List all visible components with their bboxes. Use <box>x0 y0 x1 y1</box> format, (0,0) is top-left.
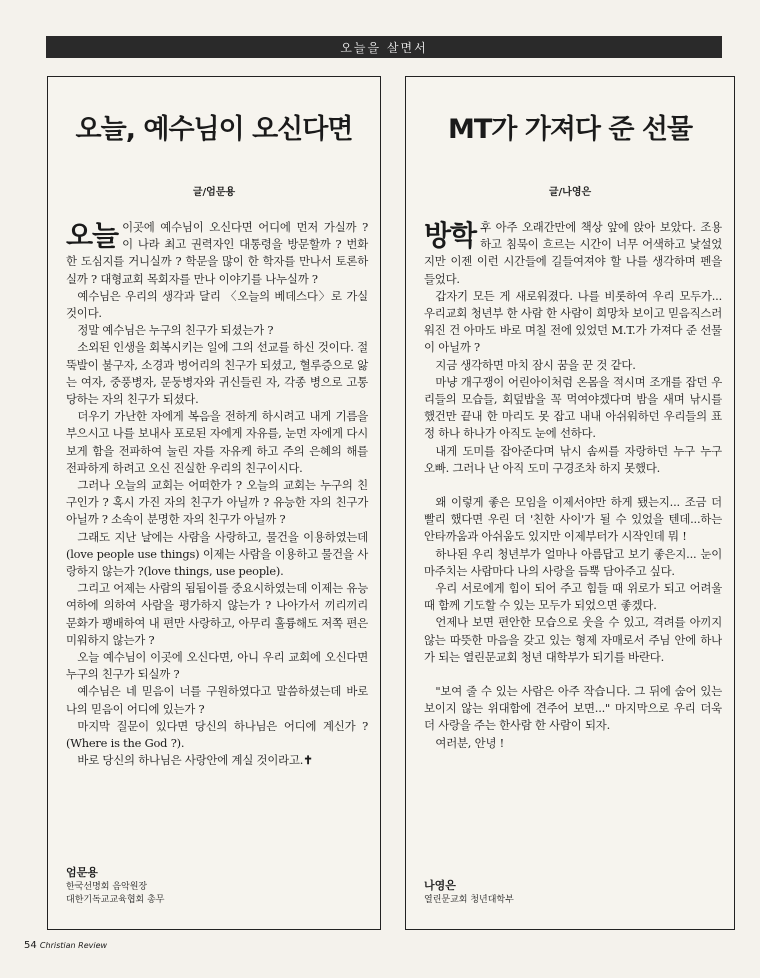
paragraph: "보여 줄 수 있는 사람은 아주 작습니다. 그 뒤에 숨어 있는 보이지 않는 위대함에 견주어 보면..." 마지막으로 우리 더욱 더 사랑을 주는 한사람 한 사람이 되자. <box>424 684 722 733</box>
section-header-bar <box>46 36 722 58</box>
paragraph: 그리고 어제는 사람의 됨됨이를 중요시하였는데 이제는 유능 여하에 의하여 사람을 평가하지 않는가 ? 나아가서 끼리끼리 문화가 팽배하여 내 편만 사랑하고, 아무리 훌륭해도 저쪽 편은 미워하지 않는가 ? <box>66 581 369 647</box>
paragraph: 정말 예수님은 누구의 친구가 되셨는가 ? <box>77 323 274 338</box>
paragraph: 마지막 질문이 있다면 당신의 하나님은 어디에 계신가 ?(Where is the God ?). <box>66 718 368 751</box>
dropcap: 방학 <box>424 219 477 252</box>
paragraph: 왜 이렇게 좋은 모임을 이제서야만 하게 됐는지... 조금 더 빨리 했다면 우린 더 '친한 사이'가 될 수 있었을 텐데...하는 안타까움과 아쉬움도 있지만 이제부터가 시작인데 뭐 ! <box>424 495 722 544</box>
paragraph: 그러나 오늘의 교회는 어떠한가 ? 오늘의 교회는 누구의 친구인가 ? 혹시 가진 자의 친구가 아닐까 ? 유능한 자의 친구가 아닐까 ? 소속이 분명한 자의 친구가 아닐까 ? <box>66 478 368 527</box>
author-info-right <box>424 878 514 907</box>
author-role: 대한기독교교육협회 총무 <box>66 895 165 905</box>
paragraph: 방학 후 아주 오래간만에 책상 앞에 앉아 보았다. 조용하고 침묵이 흐르는 시간이 너무 어색하고 낯설었지만 이젠 이런 시간들에 길들여져야 할 나를 생각하며 펜을 들었다. <box>424 219 722 286</box>
author-role: 열린문교회 청년대학부 <box>424 895 514 905</box>
paragraph: 하나된 우리 청년부가 얼마나 아름답고 보기 좋은지... 눈이 마주치는 사람마다 나의 사랑을 듬뿍 담아주고 싶다. <box>424 546 722 578</box>
article-right-byline: 글/나영은 <box>548 187 592 198</box>
article-right-title: MT가 가져다 준 선물 <box>447 114 693 145</box>
article-left-title: 오늘, 예수님이 오신다면 <box>75 114 353 145</box>
paragraph: 우리 서로에게 힘이 되어 주고 힘들 때 위로가 되고 어려울 때 함께 기도할 수 있는 모두가 되었으면 좋겠다. <box>424 581 722 613</box>
author-role: 한국선명회 음악원장 <box>66 882 148 892</box>
paragraph: 오늘 이곳에 예수님이 오신다면 어디에 먼저 가실까 ? 이 나라 최고 권력자인 대통령을 방문할까 ? 번화한 도심지를 거니실까 ? 학문을 많이 한 학자를 만나서 토론하실까 ? 대형교회 목회자를 만나 이야기를 나누실까 ? <box>66 219 368 286</box>
dropcap: 오늘 <box>66 219 119 252</box>
paragraph: 지금 생각하면 마치 잠시 꿈을 꾼 것 같다. <box>435 357 636 372</box>
article-left <box>47 76 381 930</box>
paragraph: 오늘 예수님이 이곳에 오신다면, 아니 우리 교회에 오신다면 누구의 친구가 되실까 ? <box>66 650 368 682</box>
paragraph: 더우기 가난한 자에게 복음을 전하게 하시려고 내게 기름을 부으시고 나를 보내사 포로된 자에게 자유를, 눈먼 자에게 다시 보게 함을 전파하여 눌린 자를 자유케 하고 주의 은혜의 해를 전파하게 하려고 오신 진실한 우리의 친구이시다. <box>66 409 368 475</box>
article-right <box>405 76 735 930</box>
paragraph: 소외된 인생을 회복시키는 일에 그의 선교를 하신 것이다. 절뚝발이 불구자, 소경과 벙어리의 친구가 되셨고, 혈루증으로 앓는 여자, 중풍병자, 문둥병자와 귀신들린 자, 각종 병으로 고통당하는 자의 친구가 되셨다. <box>66 340 368 407</box>
cross-icon: ✝ <box>303 753 313 768</box>
paragraph: 내게 도미를 잡아준다며 낚시 솜씨를 자랑하던 누구 누구 오빠. 그러나 난 아직 도미 구경조차 하지 못했다. <box>424 443 722 475</box>
paragraph: 그래도 지난 날에는 사람을 사랑하고, 물건을 이용하였는데(love people use things) 이제는 사람을 이용하고 물건을 사랑하지 않는가 ?(love things, use people). <box>66 529 368 579</box>
article-left-byline: 글/엄문용 <box>192 187 236 198</box>
paragraph: 갑자기 모든 게 새로워졌다. 나를 비롯하여 우리 모두가... 우리교회 청년부 한 사람 한 사람이 희망차 보이고 믿음직스러워진 건 아마도 바로 며칠 전에 있었던 M.T.가 가져다 준 선물이 아닐까 ? <box>424 288 722 355</box>
section-title: 오늘을 살면서 <box>340 40 428 55</box>
paragraph: 바로 당신의 하나님은 사랑안에 계실 것이라고.✝ <box>77 753 313 768</box>
author-name: 나영은 <box>424 879 456 892</box>
paragraph: 여러분, 안녕 ! <box>435 735 505 750</box>
publication-name: Christian Review <box>39 941 108 950</box>
paragraph: 언제나 보면 편안한 모습으로 웃을 수 있고, 격려를 아끼지 않는 따뜻한 마음을 갖고 있는 형제 자매로서 주님 안에 하나가 되는 열린문교회 청년 대학부가 되기를 바란다. <box>424 615 722 664</box>
page-footer <box>24 940 107 951</box>
article-left-body <box>66 219 368 770</box>
author-info-left <box>66 865 165 907</box>
page-number: 54 <box>24 940 37 951</box>
paragraph: 예수님은 우리의 생각과 달리 〈오늘의 베데스다〉로 가실 것이다. <box>66 288 368 321</box>
paragraph: 마냥 개구쟁이 어린아이처럼 온몸을 적시며 조개를 잡던 우리들의 모습들, 회덮밥을 꼭 먹여야겠다며 밤을 새며 낚시를 했건만 끝내 한 마리도 못 잡고 내내 아쉬워하던 우리들의 표정 하나 하나가 아직도 눈에 선하다. <box>424 374 722 441</box>
paragraph: 예수님은 네 믿음이 너를 구원하였다고 말씀하셨는데 바로 나의 믿음이 어디에 있는가 ? <box>66 684 368 716</box>
author-name: 엄문용 <box>66 866 98 879</box>
article-right-body <box>424 219 722 752</box>
